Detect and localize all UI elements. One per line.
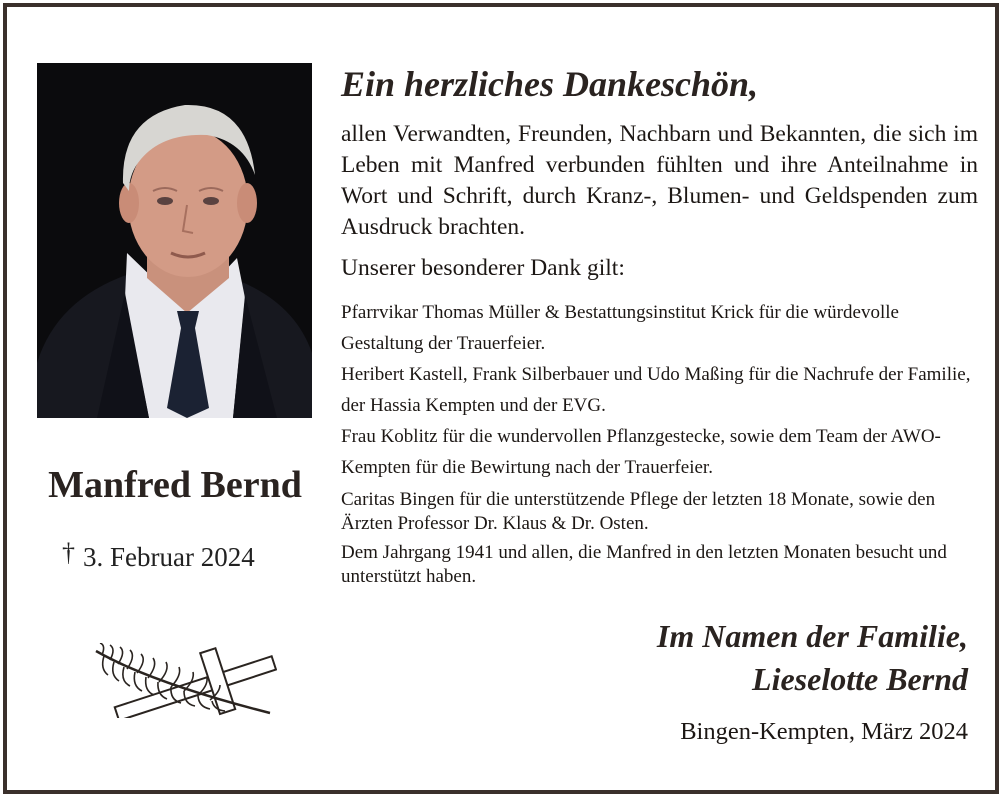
thanks-item: Dem Jahrgang 1941 und allen, die Manfred in den letzten Monaten besucht und unterstützt haben. [341,542,947,587]
cross-with-palm-icon [92,643,277,718]
portrait-photo [37,63,312,418]
thanks-list [341,297,971,589]
signature-block [657,615,968,701]
signature-line-2: Lieselotte Bernd [752,661,968,697]
death-cross-symbol: † [62,538,75,567]
thanks-item: Frau Koblitz für die wundervollen Pflanzgestecke, sowie dem Team der AWO-Kempten für die Bewirtung nach der Trauerfeier. [341,426,941,478]
death-date-line [62,538,255,573]
deceased-name: Manfred Bernd [48,464,302,506]
thanks-intro [341,119,978,243]
thanks-heading: Ein herzliches Dankeschön, [341,64,759,104]
thanks-item: Caritas Bingen für die unterstützende Pflege der letzten 18 Monate, sowie den Ärzten Professor Dr. Klaus & Dr. Osten. [341,489,936,534]
intro-text: allen Verwandten, Freunden, Nachbarn und Bekannten, die sich im Leben mit Manfred verbunden fühlten und ihre Anteilnahme in Wort und Schrift, durch Kranz-, Blumen- und Geldspenden zum Ausdruck brachten. [341,121,978,240]
place-date: Bingen-Kempten, März 2024 [680,718,968,745]
signature-line-1: Im Namen der Familie, [656,618,968,654]
thanks-item: Pfarrvikar Thomas Müller & Bestattungsinstitut Krick für die würdevolle Gestaltung der Trauerfeier. [341,302,899,354]
death-date: 3. Februar 2024 [83,542,255,572]
thanks-item: Heribert Kastell, Frank Silberbauer und Udo Maßing für die Nachrufe der Familie, der Hassia Kempten und der EVG. [341,364,971,416]
special-thanks-label: Unserer besonderer Dank gilt: [341,255,625,281]
